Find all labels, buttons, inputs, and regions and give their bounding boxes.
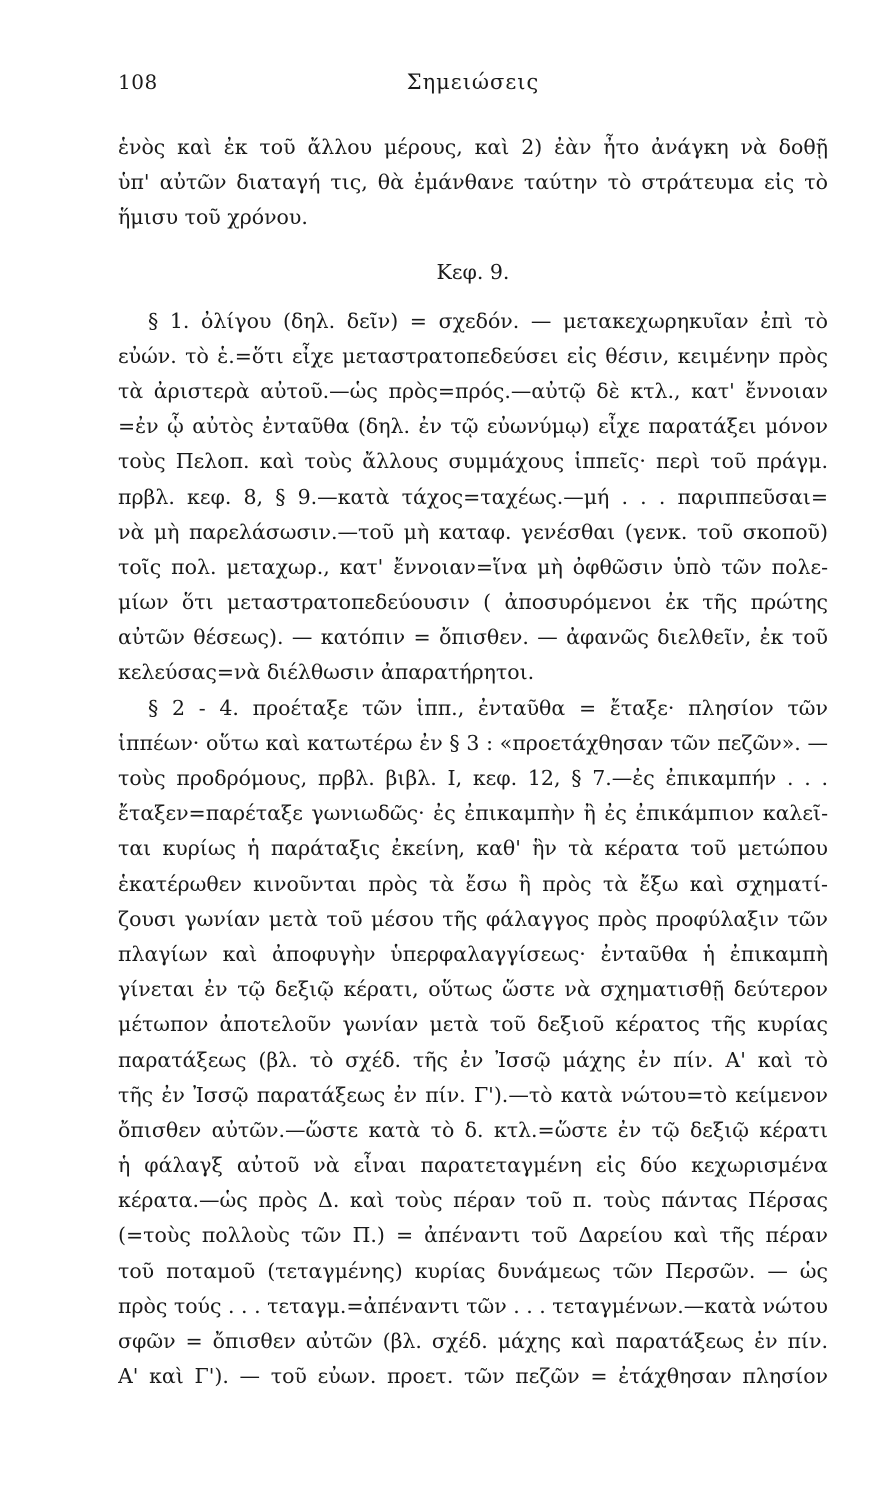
- text-line: τοῖς πολ. μεταχωρ., κατ' ἔννοιαν=ἵνα μὴ ὀφθῶσιν ὑπὸ τῶν πολε-: [118, 554, 828, 579]
- text-line: τοῦ ποταμοῦ (τεταγμένης) κυρίας δυνάμεως τῶν Περσῶν. — ὡς: [118, 1258, 828, 1283]
- text-line: μέτωπον ἀποτελοῦν γωνίαν μετὰ τοῦ δεξιοῦ κέρατος τῆς κυρίας: [118, 1012, 828, 1037]
- text-line: ἑκατέρωθεν κινοῦνται πρὸς τὰ ἔσω ἢ πρὸς τὰ ἔξω καὶ σχηματί-: [118, 871, 828, 896]
- text-line: ἡ φάλαγξ αὐτοῦ νὰ εἶναι παρατεταγμένη εἰς δύο κεχωρισμένα: [118, 1153, 828, 1178]
- text-line: § 1. ὀλίγου (δηλ. δεῖν) = σχεδόν. — μετακεχωρηκυῖαν ἐπὶ τὸ: [148, 308, 828, 333]
- text-line: πρὸς τούς . . . τεταγμ.=ἀπέναντι τῶν . . . τεταγμένων.—κατὰ νώτου: [118, 1293, 828, 1318]
- text-line: εὐών. τὸ ἑ.=ὅτι εἶχε μεταστρατοπεδεύσει εἰς θέσιν, κειμένην πρὸς: [118, 343, 828, 368]
- text-line: (=τοὺς πολλοὺς τῶν Π.) = ἀπέναντι τοῦ Δαρείου καὶ τῆς πέραν: [118, 1223, 828, 1248]
- text-line: σφῶν = ὄπισθεν αὐτῶν (βλ. σχέδ. μάχης καὶ παρατάξεως ἐν πίν.: [118, 1329, 828, 1353]
- text-line: ται κυρίως ἡ παράταξις ἐκείνη, καθ' ἣν τὰ κέρατα τοῦ μετώπου: [118, 836, 828, 861]
- running-head: [118, 70, 828, 100]
- text-line: νὰ μὴ παρελάσωσιν.—τοῦ μὴ καταφ. γενέσθαι (γενκ. τοῦ σκοποῦ): [118, 519, 828, 544]
- page-number: 108: [118, 70, 158, 94]
- text-line: γίνεται ἐν τῷ δεξιῷ κέρατι, οὕτως ὥστε νὰ σχηματισθῇ δεύτερον: [118, 977, 828, 1002]
- text-line: ὑπ' αὐτῶν διαταγή τις, θὰ ἐμάνθανε ταύτην τὸ στράτευμα εἰς τὸ: [118, 170, 828, 195]
- text-line: τὰ ἀριστερὰ αὐτοῦ.—ὡς πρὸς=πρός.—αὐτῷ δὲ κτλ., κατ' ἔννοιαν: [118, 378, 828, 403]
- text-line: κελεύσας=νὰ διέλθωσιν ἀπαρατήρητοι.: [118, 660, 535, 685]
- text-line: πρβλ. κεφ. 8, § 9.—κατὰ τάχος=ταχέως.—μή . . . παριππεῦσαι=: [118, 484, 828, 509]
- text-line: τῆς ἐν Ἰσσῷ παρατάξεως ἐν πίν. Γ').—τὸ κατὰ νώτου=τὸ κείμενον: [118, 1082, 828, 1107]
- text-line: ἱππέων· οὕτω καὶ κατωτέρω ἐν § 3 : «προετάχθησαν τῶν πεζῶν». —: [118, 730, 828, 755]
- text-line: αὐτῶν θέσεως). — κατόπιν = ὄπισθεν. — ἀφανῶς διελθεῖν, ἐκ τοῦ: [118, 625, 828, 650]
- running-title: Σημειώσεις: [406, 70, 540, 94]
- text-line: κέρατα.—ὡς πρὸς Δ. καὶ τοὺς πέραν τοῦ π. τοὺς πάντας Πέρσας: [118, 1188, 828, 1213]
- text-line: μίων ὅτι μεταστρατοπεδεύουσιν ( ἀποσυρόμενοι ἐκ τῆς πρώτης: [118, 590, 828, 615]
- text-line: ἑνὸς καὶ ἐκ τοῦ ἄλλου μέρους, καὶ 2) ἐὰν ἦτο ἀνάγκη νὰ δοθῇ: [118, 135, 828, 159]
- text-line: =ἐν ᾧ αὐτὸς ἐνταῦθα (δηλ. ἐν τῷ εὐωνύμῳ) εἶχε παρατάξει μόνον: [118, 414, 828, 439]
- text-line: τοὺς Πελοπ. καὶ τοὺς ἄλλους συμμάχους ἱππεῖς· περὶ τοῦ πράγμ.: [118, 449, 828, 474]
- text-line: ἔταξεν=παρέταξε γωνιωδῶς· ἐς ἐπικαμπὴν ἢ ἐς ἐπικάμπιον καλεῖ-: [118, 801, 828, 826]
- text-line: § 2 - 4. προέταξε τῶν ἱππ., ἐνταῦθα = ἔταξε· πλησίον τῶν: [148, 695, 828, 720]
- text-line: Α' καὶ Γ'). — τοῦ εὐων. προετ. τῶν πεζῶν = ἐτάχθησαν πλησίον: [118, 1364, 828, 1389]
- notes-text: [118, 130, 828, 1394]
- text-line: παρατάξεως (βλ. τὸ σχέδ. τῆς ἐν Ἰσσῷ μάχης ἐν πίν. Α' καὶ τὸ: [118, 1047, 828, 1072]
- text-line: τοὺς προδρόμους, πρβλ. βιβλ. I, κεφ. 12, § 7.—ἐς ἐπικαμπήν . . .: [118, 766, 828, 790]
- chapter-heading: Κεφ. 9.: [436, 259, 510, 284]
- text-line: πλαγίων καὶ ἀποφυγὴν ὑπερφαλαγγίσεως· ἐνταῦθα ἡ ἐπικαμπὴ: [118, 941, 828, 966]
- text-line: ὄπισθεν αὐτῶν.—ὥστε κατὰ τὸ δ. κτλ.=ὥστε ἐν τῷ δεξιῷ κέρατι: [118, 1117, 828, 1142]
- text-line: ἥμισυ τοῦ χρόνου.: [118, 205, 308, 230]
- text-line: ζουσι γωνίαν μετὰ τοῦ μέσου τῆς φάλαγγος πρὸς προφύλαξιν τῶν: [118, 906, 828, 931]
